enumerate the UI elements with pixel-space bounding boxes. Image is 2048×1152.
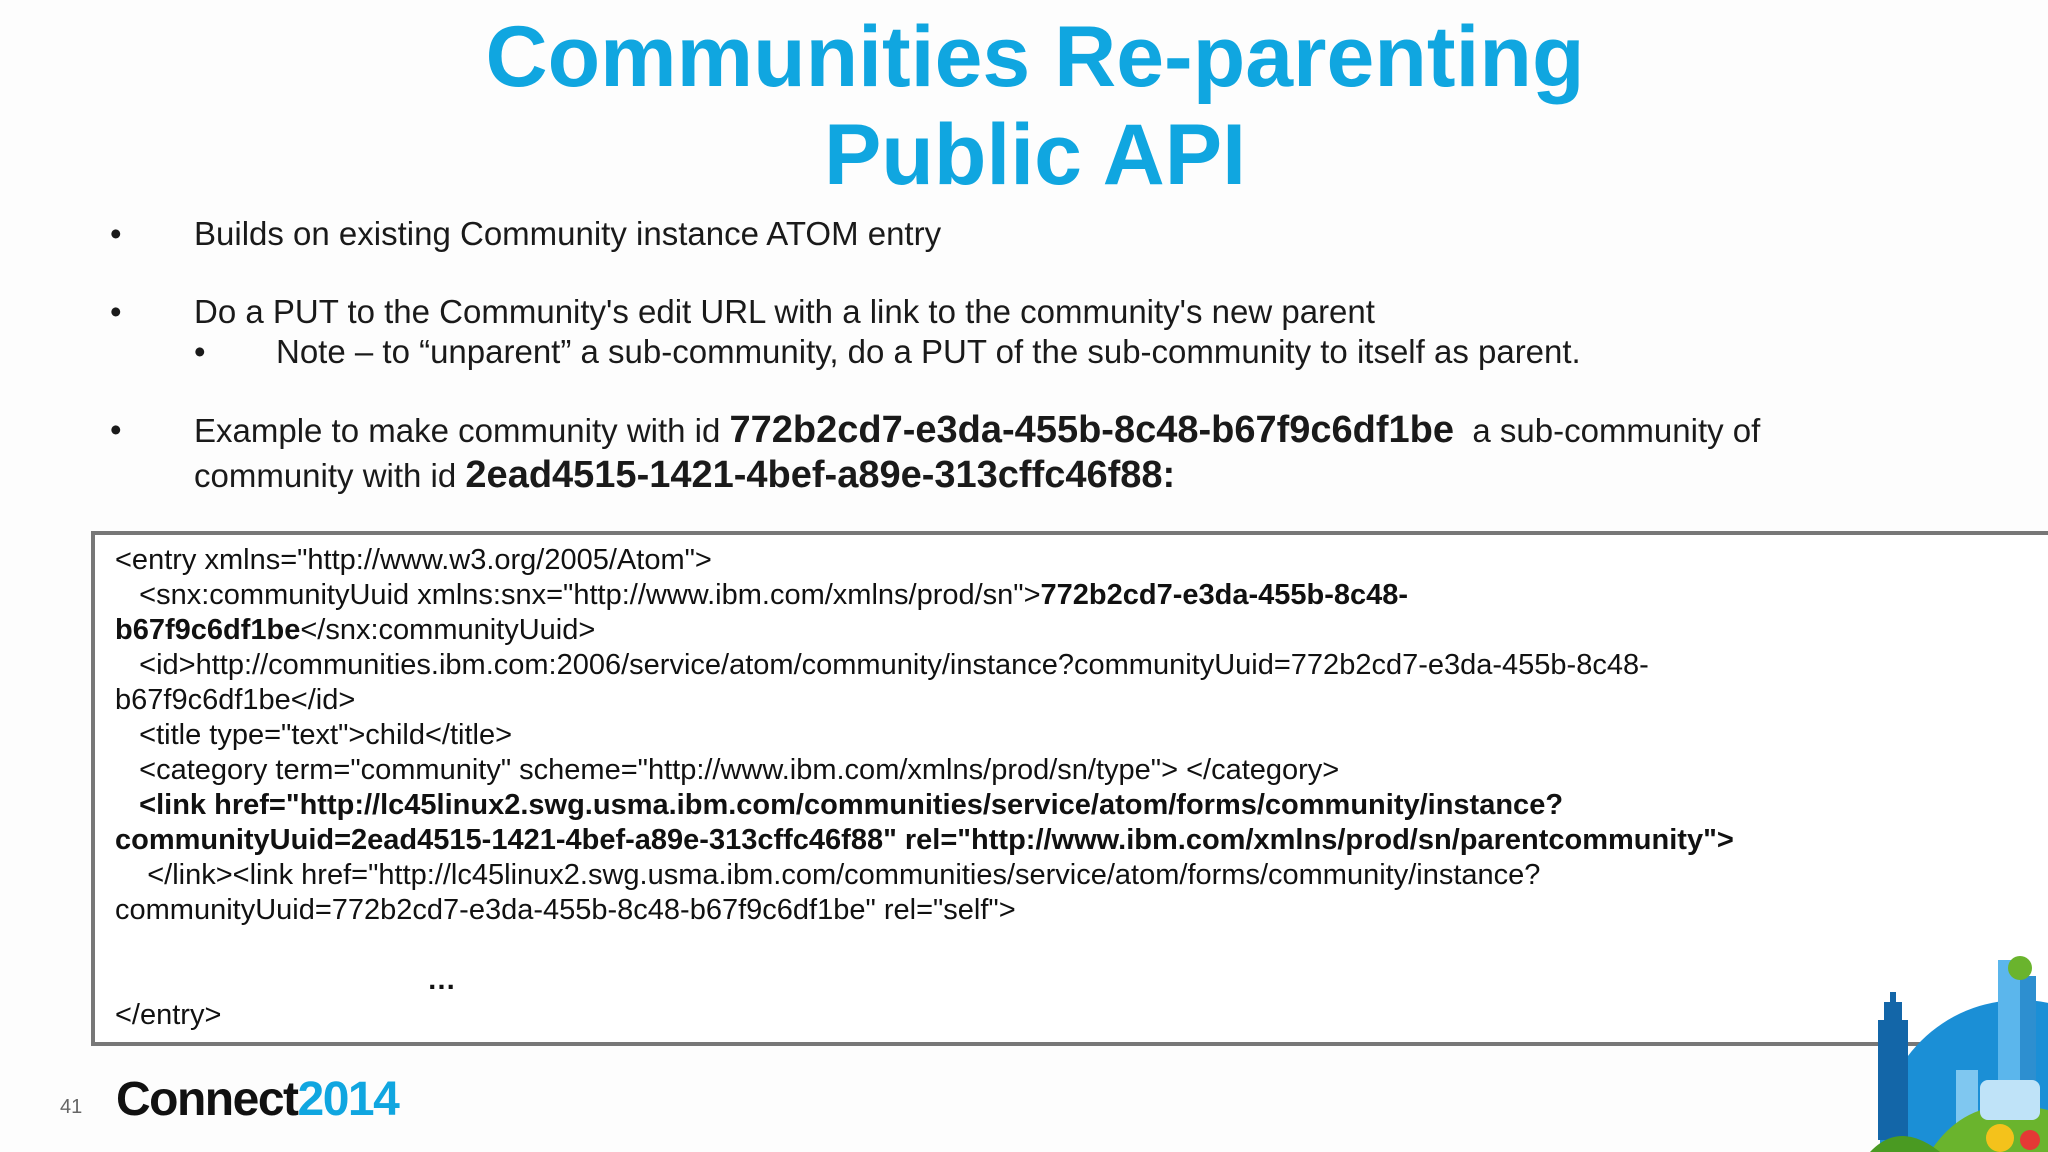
title-line-1: Communities Re-parenting bbox=[485, 9, 1585, 105]
city-skyline-icon bbox=[1870, 940, 2048, 1152]
code-line: b67f9c6df1be</id> bbox=[115, 684, 356, 716]
code-sample-box bbox=[91, 531, 2048, 1046]
bullet-2-text: Do a PUT to the Community's edit URL with a link to the community's new parent bbox=[194, 293, 1375, 330]
sub-bullet-glyph: • bbox=[194, 333, 206, 370]
logo-word-year: 2014 bbox=[297, 1073, 399, 1126]
code-ellipsis: … bbox=[427, 964, 456, 996]
bullet-3-middle: a sub-community of bbox=[1454, 412, 1761, 449]
code-line: <snx:communityUuid xmlns:snx="http://www.ibm.com/xmlns/prod/sn">772b2cd7-e3da-455b-8c48- bbox=[115, 579, 1409, 611]
bullet-3-prefix: Example to make community with id bbox=[194, 412, 730, 449]
bullet-3 bbox=[110, 408, 1990, 498]
code-line: </link><link href="http://lc45linux2.swg.usma.ibm.com/communities/service/atom/forms/community/instance? bbox=[115, 859, 1541, 891]
code-line-parent-link: <link href="http://lc45linux2.swg.usma.ibm.com/communities/service/atom/forms/community/instance? bbox=[115, 789, 1564, 821]
code-child-id-part2: b67f9c6df1be bbox=[115, 614, 301, 646]
child-community-id: 772b2cd7-e3da-455b-8c48-b67f9c6df1be bbox=[729, 409, 1455, 451]
title-line-2: Public API bbox=[823, 107, 1247, 203]
slide-title bbox=[300, 8, 1770, 204]
bullet-glyph: • bbox=[110, 293, 122, 330]
bullet-2 bbox=[110, 290, 1990, 374]
connect-2014-logo bbox=[116, 1072, 398, 1127]
bullet-glyph: • bbox=[110, 215, 122, 252]
bullet-1-text: Builds on existing Community instance ATOM entry bbox=[194, 215, 942, 252]
bullet-3-line2-prefix: community with id bbox=[194, 457, 466, 494]
code-sample bbox=[115, 543, 2028, 1033]
bullet-2-sub bbox=[194, 330, 1990, 374]
bullet-1 bbox=[110, 212, 1990, 256]
bullet-list bbox=[110, 212, 1990, 498]
bullet-2-sub-text: Note – to “unparent” a sub-community, do a PUT of the sub-community to itself as parent. bbox=[276, 333, 1581, 370]
code-child-id-part1: 772b2cd7-e3da-455b-8c48- bbox=[1040, 579, 1409, 611]
code-line: communityUuid=772b2cd7-e3da-455b-8c48-b67f9c6df1be" rel="self"> bbox=[115, 894, 1016, 926]
code-line: <category term="community" scheme="http://www.ibm.com/xmlns/prod/sn/type"> </category> bbox=[115, 754, 1340, 786]
code-line: </entry> bbox=[115, 999, 222, 1031]
logo-word-connect: Connect bbox=[116, 1073, 298, 1126]
parent-community-id: 2ead4515-1421-4bef-a89e-313cffc46f88: bbox=[465, 454, 1176, 496]
slide-number: 41 bbox=[60, 1096, 83, 1118]
code-line: <id>http://communities.ibm.com:2006/service/atom/community/instance?communityUuid=772b2cd7-e3da-455b-8c48- bbox=[115, 649, 1649, 681]
bullet-glyph: • bbox=[110, 411, 122, 448]
code-line: <title type="text">child</title> bbox=[115, 719, 513, 751]
code-line-parent-link: communityUuid=2ead4515-1421-4bef-a89e-313cffc46f88" rel="http://www.ibm.com/xmlns/prod/sn/parentcommunity"> bbox=[115, 824, 1734, 856]
code-line: <entry xmlns="http://www.w3.org/2005/Atom"> bbox=[115, 544, 712, 576]
code-line: b67f9c6df1be</snx:communityUuid> bbox=[115, 614, 596, 646]
bullet-3-text bbox=[194, 408, 1990, 498]
